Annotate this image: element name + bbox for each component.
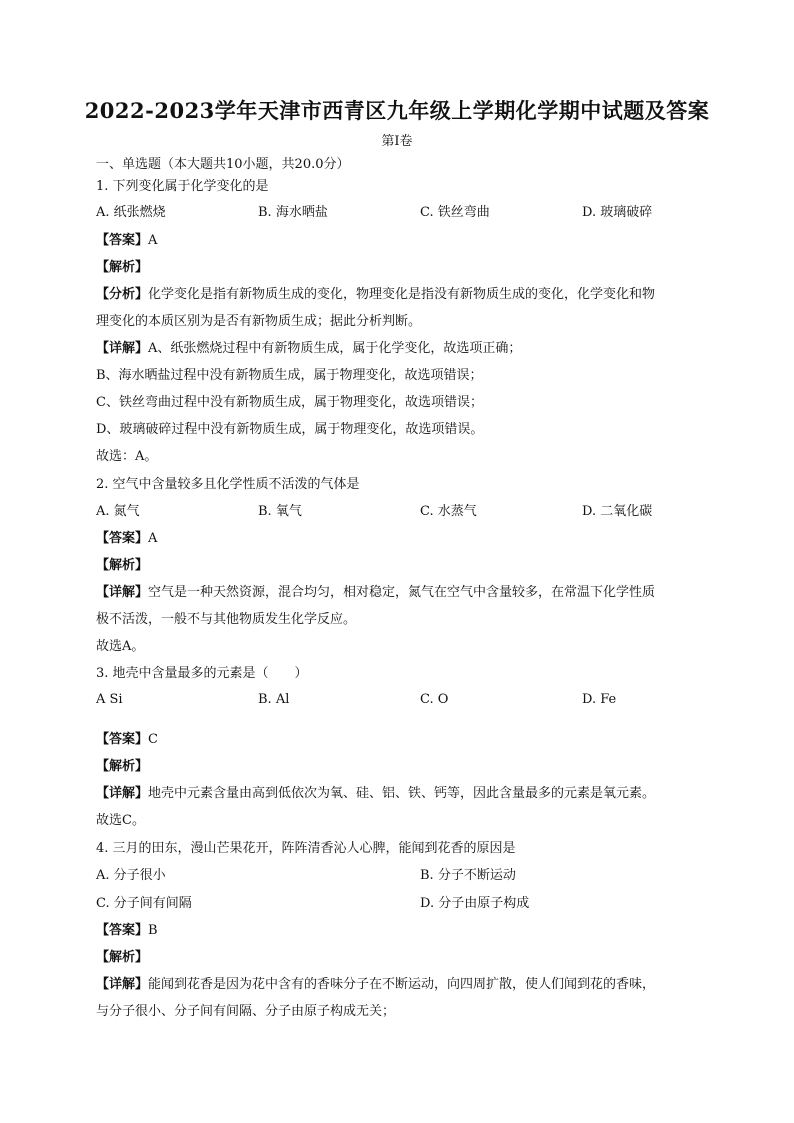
q1-detail-line-2: B、海水晒盐过程中没有新物质生成，属于物理变化，故选项错误； [96, 368, 483, 383]
q3-analysis-tag: 【解析】 [96, 759, 149, 774]
q2-option-d: D. 二氧化碳 [582, 504, 653, 519]
answer-tag: 【答案】 [96, 732, 149, 747]
q3-answer [96, 728, 158, 747]
question-4-stem: 4. 三月的田东，漫山芒果花开，阵阵清香沁人心脾，能闻到花香的原因是 [96, 841, 516, 856]
question-3-stem: 3. 地壳中含量最多的元素是（ ） [96, 666, 308, 681]
q4-option-c: C. 分子间有间隔 [96, 896, 192, 911]
detail-text: 能闻到花香是因为花中含有的香味分子在不断运动，向四周扩散，使人们闻到花的香味， [148, 977, 656, 992]
answer-tag: 【答案】 [96, 923, 149, 938]
page-title: 2022-2023学年天津市西青区九年级上学期化学期中试题及答案 [84, 98, 710, 123]
answer-value: B [148, 923, 158, 938]
q2-answer [96, 527, 157, 546]
q2-detail-line-2: 极不活泼，一般不与其他物质发生化学反应。 [96, 612, 357, 627]
q1-option-b: B. 海水晒盐 [258, 205, 328, 220]
answer-tag: 【答案】 [96, 233, 149, 248]
q2-option-a: A. 氮气 [96, 504, 140, 519]
q3-detail-line-1 [96, 782, 655, 801]
detail-tag: 【详解】 [96, 977, 149, 992]
answer-value: A [148, 233, 158, 248]
q2-detail-line-1 [96, 581, 655, 600]
q4-option-d: D. 分子由原子构成 [420, 896, 530, 911]
volume-label: 第I卷 [381, 134, 413, 149]
fenxi-text: 化学变化是指有新物质生成的变化，物理变化是指没有新物质生成的变化，化学变化和物 [148, 287, 656, 302]
question-1-stem: 1. 下列变化属于化学变化的是 [96, 179, 269, 194]
q1-conclusion: 故选：A。 [96, 449, 158, 464]
q4-detail-line-2: 与分子很小、分子间有间隔、分子由原子构成无关； [96, 1004, 396, 1019]
q3-conclusion: 故选C。 [96, 813, 145, 828]
fenxi-tag: 【分析】 [96, 287, 149, 302]
q4-detail-line-1 [96, 973, 655, 992]
answer-tag: 【答案】 [96, 531, 149, 546]
q1-fenxi-line-1 [96, 283, 655, 302]
q4-option-a: A. 分子很小 [96, 868, 166, 883]
q3-option-b: B. Al [258, 692, 290, 707]
detail-tag: 【详解】 [96, 341, 149, 356]
detail-text: 地壳中元素含量由高到低依次为氧、硅、铝、铁、钙等，因此含量最多的元素是氧元素。 [148, 786, 656, 801]
q3-option-a: A Si [96, 692, 123, 707]
q2-analysis-tag: 【解析】 [96, 558, 149, 573]
q2-option-b: B. 氧气 [258, 504, 302, 519]
detail-text: 空气是一种天然资源，混合均匀，相对稳定，氮气在空气中含量较多，在常温下化学性质 [148, 585, 656, 600]
q2-option-c: C. 水蒸气 [420, 504, 477, 519]
answer-value: A [148, 531, 158, 546]
q1-analysis-tag: 【解析】 [96, 260, 149, 275]
q4-option-b: B. 分子不断运动 [420, 868, 516, 883]
answer-value: C [148, 732, 158, 747]
q1-fenxi-line-2: 理变化的本质区别为是否有新物质生成；据此分析判断。 [96, 314, 422, 329]
q1-detail-line-3: C、铁丝弯曲过程中没有新物质生成，属于物理变化，故选项错误； [96, 395, 483, 410]
q3-option-c: C. O [420, 692, 449, 707]
q4-answer [96, 919, 158, 938]
question-2-stem: 2. 空气中含量较多且化学性质不活泼的气体是 [96, 477, 360, 492]
q4-analysis-tag: 【解析】 [96, 950, 149, 965]
q1-answer [96, 229, 157, 248]
q1-option-a: A. 纸张燃烧 [96, 205, 166, 220]
q1-detail-line-1 [96, 337, 521, 356]
q1-detail-line-4: D、玻璃破碎过程中没有新物质生成，属于物理变化，故选项错误。 [96, 422, 484, 437]
q2-conclusion: 故选A。 [96, 639, 145, 654]
q3-option-d: D. Fe [582, 692, 617, 707]
detail-text: A、纸张燃烧过程中有新物质生成，属于化学变化，故选项正确； [148, 341, 522, 356]
section-heading: 一、单选题（本大题共10小题，共20.0分） [96, 157, 350, 172]
detail-tag: 【详解】 [96, 786, 149, 801]
q1-option-c: C. 铁丝弯曲 [420, 205, 490, 220]
detail-tag: 【详解】 [96, 585, 149, 600]
q1-option-d: D. 玻璃破碎 [582, 205, 653, 220]
